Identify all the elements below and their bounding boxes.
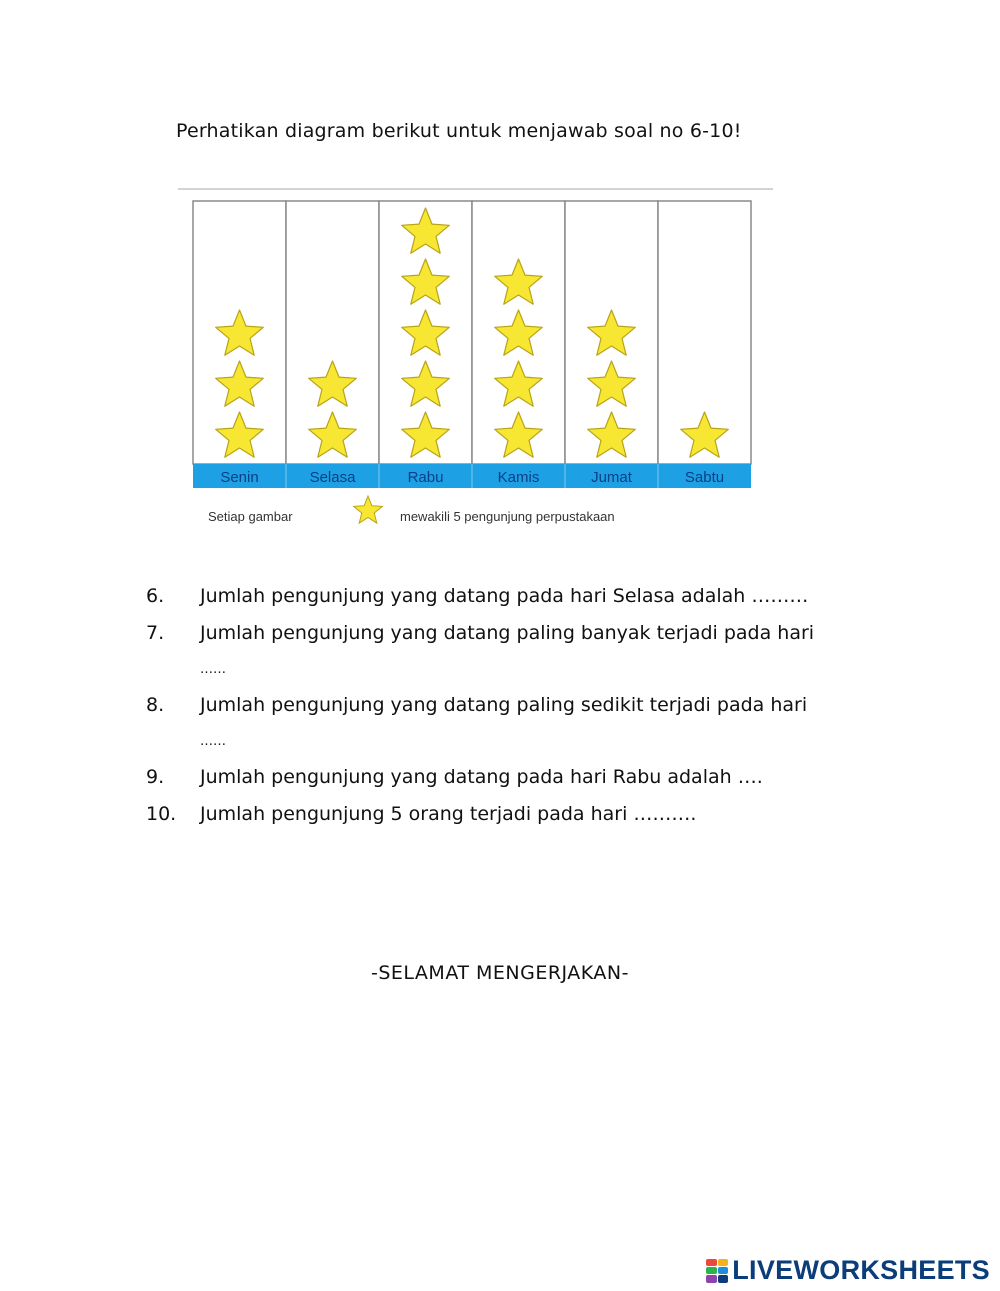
logo-square <box>706 1259 717 1266</box>
logo-square <box>718 1259 729 1266</box>
logo-square <box>718 1275 729 1282</box>
question-item <box>146 578 886 615</box>
brand-name: LIVEWORKSHEETS <box>732 1255 990 1285</box>
answer-blank: …… <box>200 662 226 677</box>
closing-text: -SELAMAT MENGERJAKAN- <box>370 962 629 984</box>
answer-blank: …… <box>200 734 226 749</box>
question-item <box>146 687 886 759</box>
legend-suffix: mewakili 5 pengunjung perpustakaan <box>400 509 615 524</box>
logo-square <box>706 1267 717 1274</box>
category-label: Selasa <box>309 469 356 486</box>
question-number: 9. <box>146 766 165 788</box>
question-text: Jumlah pengunjung 5 orang terjadi pada hari ………. <box>200 803 697 825</box>
instruction-text: Perhatikan diagram berikut untuk menjawab soal no 6-10! <box>176 120 742 142</box>
pictograph-chart <box>178 188 773 533</box>
category-label: Jumat <box>591 469 632 486</box>
logo-square <box>718 1267 729 1274</box>
pictograph-svg <box>178 188 773 533</box>
question-text: Jumlah pengunjung yang datang pada hari Selasa adalah ……… <box>200 585 809 607</box>
category-label: Kamis <box>497 469 540 486</box>
question-item <box>146 796 886 833</box>
question-text: Jumlah pengunjung yang datang pada hari Rabu adalah …. <box>200 766 763 788</box>
question-number: 7. <box>146 622 165 644</box>
legend-prefix: Setiap gambar <box>208 509 293 524</box>
category-label: Sabtu <box>684 469 725 486</box>
question-item <box>146 615 886 687</box>
question-list <box>146 578 886 833</box>
question-number: 6. <box>146 585 165 607</box>
logo-square <box>706 1275 717 1282</box>
liveworksheets-mark-icon <box>706 1259 728 1283</box>
question-number: 10. <box>146 803 177 825</box>
legend-star-icon <box>354 496 383 523</box>
liveworksheets-logo[interactable] <box>706 1255 990 1286</box>
question-text: Jumlah pengunjung yang datang paling banyak terjadi pada hari <box>200 622 815 644</box>
question-item <box>146 759 886 796</box>
question-number: 8. <box>146 694 165 716</box>
question-text: Jumlah pengunjung yang datang paling sedikit terjadi pada hari <box>200 694 808 716</box>
category-label: Rabu <box>407 469 444 486</box>
category-label: Senin <box>220 469 259 486</box>
